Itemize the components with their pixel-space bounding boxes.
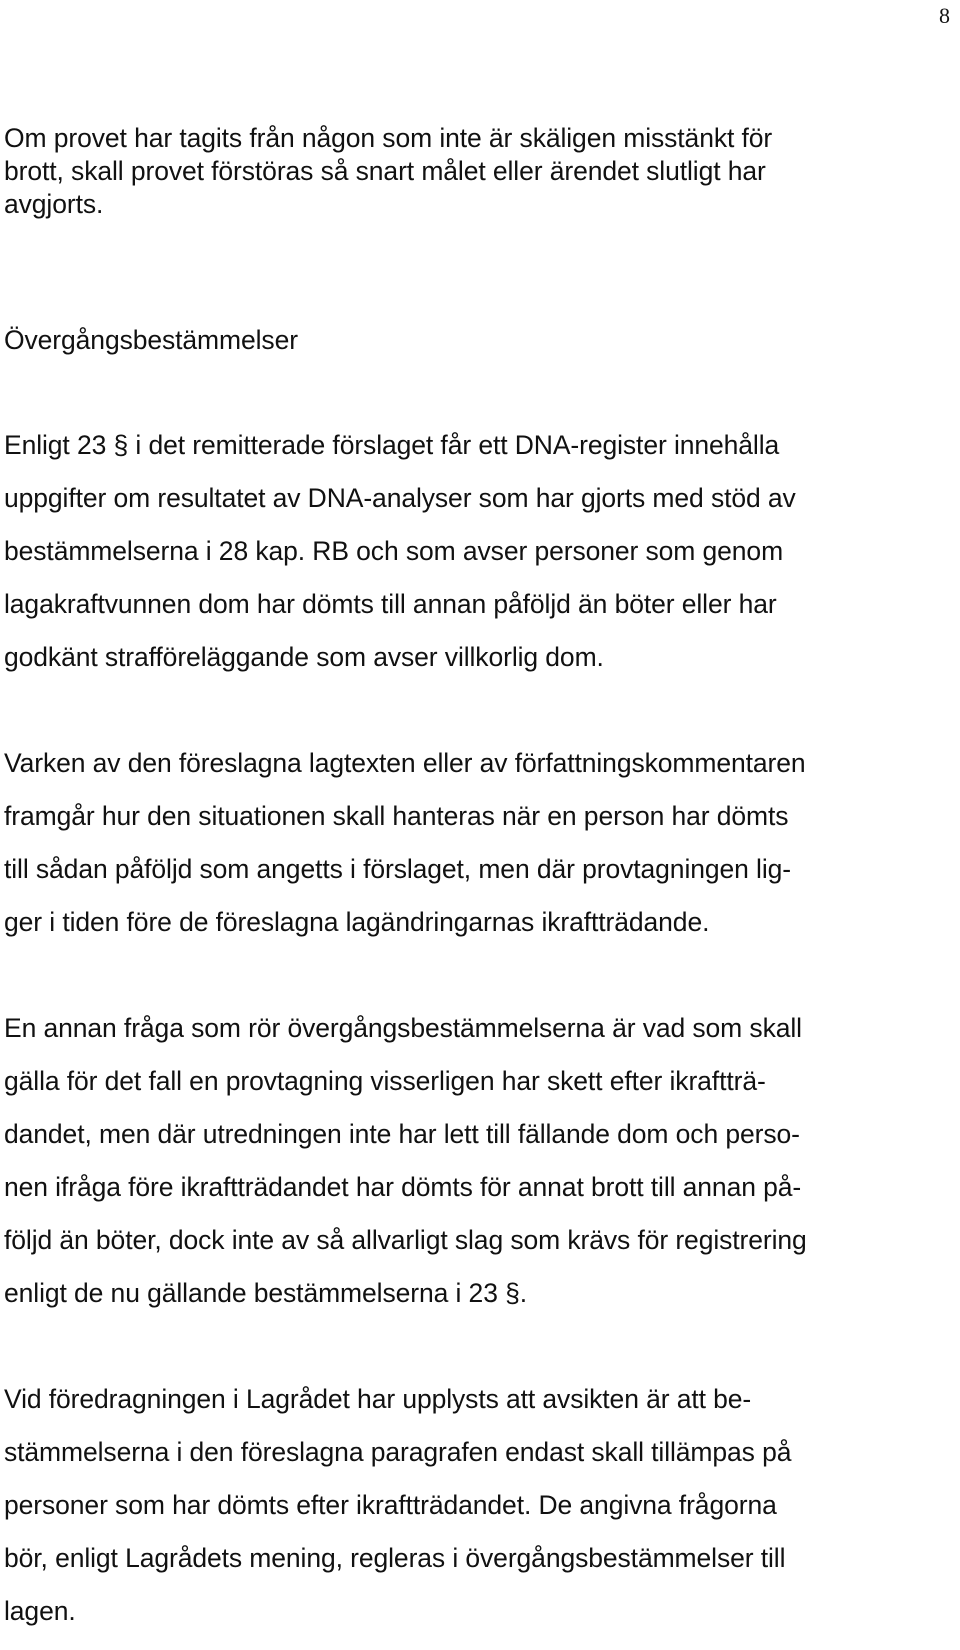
text-line: uppgifter om resultatet av DNA-analyser som har gjorts med stöd av: [4, 483, 796, 513]
text-line: godkänt strafföreläggande som avser villkorlig dom.: [4, 642, 604, 672]
text-line: till sådan påföljd som angetts i förslaget, men där provtagningen lig-: [4, 854, 791, 884]
text-line: bör, enligt Lagrådets mening, regleras i övergångsbestämmelser till: [4, 1543, 786, 1573]
text-line: Om provet har tagits från någon som inte är skäligen misstänkt för: [4, 123, 773, 153]
text-line: stämmelserna i den föreslagna paragrafen endast skall tillämpas på: [4, 1437, 792, 1467]
text-line: En annan fråga som rör övergångsbestämmelserna är vad som skall: [4, 1013, 802, 1043]
text-line: nen ifråga före ikraftträdandet har dömts för annat brott till annan på-: [4, 1172, 802, 1202]
text-line: framgår hur den situationen skall hanteras när en person har dömts: [4, 801, 789, 831]
text-line: enligt de nu gällande bestämmelserna i 23 §.: [4, 1278, 527, 1308]
text-line: Vid föredragningen i Lagrådet har upplysts att avsikten är att be-: [4, 1384, 752, 1414]
text-line: avgjorts.: [4, 189, 104, 219]
text-line: personer som har dömts efter ikraftträdandet. De angivna frågorna: [4, 1490, 777, 1520]
text-line: ger i tiden före de föreslagna lagändringarnas ikraftträdande.: [4, 907, 710, 937]
text-line: lagen.: [4, 1596, 76, 1626]
text-line: Enligt 23 § i det remitterade förslaget får ett DNA-register innehålla: [4, 430, 780, 460]
page-number: 8: [939, 3, 950, 28]
text-line: brott, skall provet förstöras så snart målet eller ärendet slutligt har: [4, 156, 766, 186]
text-line: dandet, men där utredningen inte har lett till fällande dom och perso-: [4, 1119, 800, 1149]
text-line: bestämmelserna i 28 kap. RB och som avser personer som genom: [4, 536, 784, 566]
text-line: gälla för det fall en provtagning visserligen har skett efter ikraftträ-: [4, 1066, 766, 1096]
text-line: Varken av den föreslagna lagtexten eller av författningskommentaren: [4, 748, 806, 778]
text-line: följd än böter, dock inte av så allvarligt slag som krävs för registrering: [4, 1225, 807, 1255]
section-heading: Övergångsbestämmelser: [4, 325, 298, 355]
text-line: lagakraftvunnen dom har dömts till annan påföljd än böter eller har: [4, 589, 777, 619]
